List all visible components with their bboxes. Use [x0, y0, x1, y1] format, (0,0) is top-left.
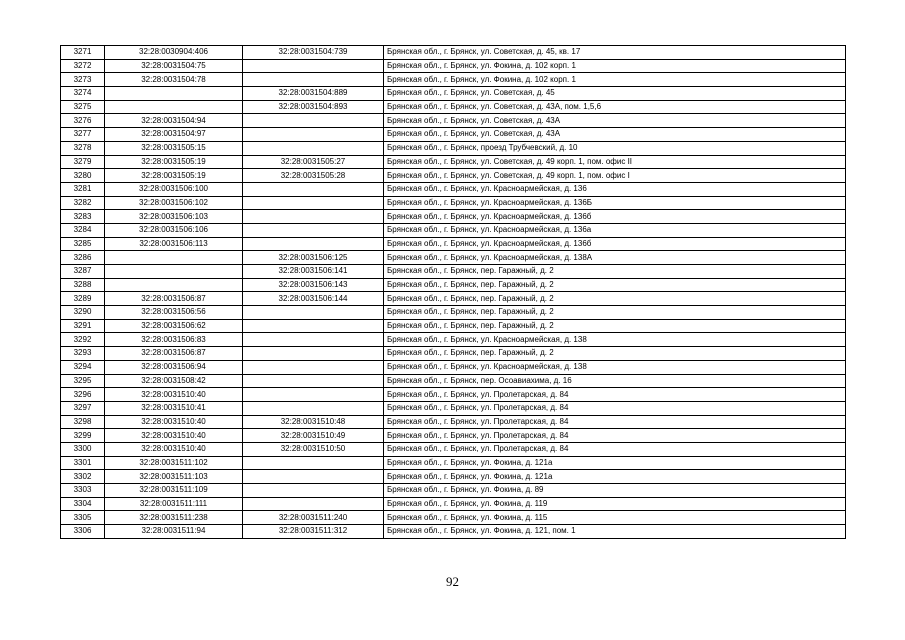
building-cadastral-number-cell: [243, 306, 384, 320]
row-number-cell: 3285: [61, 237, 105, 251]
table-row: [61, 415, 846, 429]
building-cadastral-number-cell: [243, 114, 384, 128]
building-cadastral-number-cell: [243, 470, 384, 484]
table-row: [61, 511, 846, 525]
building-cadastral-number-cell: [243, 347, 384, 361]
table-row: [61, 333, 846, 347]
table-row: [61, 360, 846, 374]
row-number-cell: 3273: [61, 73, 105, 87]
address-cell: Брянская обл., г. Брянск, пер. Гаражный, д. 2: [384, 278, 846, 292]
cadastral-number-cell: 32:28:0031504:75: [105, 59, 243, 73]
row-number-cell: 3278: [61, 141, 105, 155]
row-number-cell: 3302: [61, 470, 105, 484]
cadastral-number-cell: 32:28:0031506:87: [105, 347, 243, 361]
address-cell: Брянская обл., г. Брянск, ул. Фокина, д. 115: [384, 511, 846, 525]
row-number-cell: 3299: [61, 429, 105, 443]
table-row: [61, 497, 846, 511]
building-cadastral-number-cell: [243, 484, 384, 498]
cadastral-number-cell: 32:28:0031508:42: [105, 374, 243, 388]
building-cadastral-number-cell: 32:28:0031506:143: [243, 278, 384, 292]
table-row: [61, 347, 846, 361]
cadastral-number-cell: 32:28:0031511:103: [105, 470, 243, 484]
address-cell: Брянская обл., г. Брянск, ул. Пролетарская, д. 84: [384, 442, 846, 456]
table-row: [61, 128, 846, 142]
table-row: [61, 251, 846, 265]
cadastral-number-cell: 32:28:0031511:94: [105, 525, 243, 539]
row-number-cell: 3294: [61, 360, 105, 374]
row-number-cell: 3293: [61, 347, 105, 361]
building-cadastral-number-cell: 32:28:0031504:739: [243, 46, 384, 60]
table-row: [61, 388, 846, 402]
page-number: 92: [446, 574, 459, 589]
cadastral-number-cell: [105, 100, 243, 114]
row-number-cell: 3279: [61, 155, 105, 169]
row-number-cell: 3305: [61, 511, 105, 525]
table-row: [61, 456, 846, 470]
cadastral-number-cell: 32:28:0031504:97: [105, 128, 243, 142]
table-row: [61, 87, 846, 101]
address-cell: Брянская обл., г. Брянск, пер. Гаражный, д. 2: [384, 292, 846, 306]
table-row: [61, 306, 846, 320]
table-row: [61, 46, 846, 60]
row-number-cell: 3296: [61, 388, 105, 402]
row-number-cell: 3271: [61, 46, 105, 60]
row-number-cell: 3295: [61, 374, 105, 388]
building-cadastral-number-cell: [243, 237, 384, 251]
row-number-cell: 3272: [61, 59, 105, 73]
cadastral-number-cell: 32:28:0031510:40: [105, 388, 243, 402]
row-number-cell: 3292: [61, 333, 105, 347]
building-cadastral-number-cell: [243, 223, 384, 237]
address-cell: Брянская обл., г. Брянск, ул. Пролетарская, д. 84: [384, 429, 846, 443]
building-cadastral-number-cell: 32:28:0031506:141: [243, 265, 384, 279]
cadastral-number-cell: 32:28:0031505:19: [105, 169, 243, 183]
cadastral-number-cell: 32:28:0031505:15: [105, 141, 243, 155]
cadastral-number-cell: 32:28:0031504:78: [105, 73, 243, 87]
table-row: [61, 470, 846, 484]
building-cadastral-number-cell: [243, 59, 384, 73]
row-number-cell: 3290: [61, 306, 105, 320]
address-cell: Брянская обл., г. Брянск, ул. Пролетарская, д. 84: [384, 401, 846, 415]
table-row: [61, 237, 846, 251]
address-cell: Брянская обл., г. Брянск, ул. Фокина, д. 102 корп. 1: [384, 59, 846, 73]
address-cell: Брянская обл., г. Брянск, ул. Красноармейская, д. 136а: [384, 223, 846, 237]
address-cell: Брянская обл., г. Брянск, пер. Гаражный, д. 2: [384, 319, 846, 333]
address-cell: Брянская обл., г. Брянск, ул. Советская, д. 43А, пом. 1,5,6: [384, 100, 846, 114]
table-row: [61, 155, 846, 169]
table-row: [61, 265, 846, 279]
table-row: [61, 196, 846, 210]
address-cell: Брянская обл., г. Брянск, пер. Гаражный, д. 2: [384, 265, 846, 279]
address-cell: Брянская обл., г. Брянск, ул. Советская, д. 43А: [384, 128, 846, 142]
building-cadastral-number-cell: [243, 182, 384, 196]
address-cell: Брянская обл., г. Брянск, ул. Красноармейская, д. 136Б: [384, 196, 846, 210]
cadastral-number-cell: 32:28:0031506:94: [105, 360, 243, 374]
table-row: [61, 442, 846, 456]
cadastral-number-cell: [105, 87, 243, 101]
cadastral-number-cell: 32:28:0031511:102: [105, 456, 243, 470]
building-cadastral-number-cell: 32:28:0031505:27: [243, 155, 384, 169]
building-cadastral-number-cell: [243, 128, 384, 142]
table-row: [61, 525, 846, 539]
address-cell: Брянская обл., г. Брянск, ул. Фокина, д. 121а: [384, 456, 846, 470]
building-cadastral-number-cell: [243, 388, 384, 402]
address-cell: Брянская обл., г. Брянск, ул. Фокина, д. 119: [384, 497, 846, 511]
building-cadastral-number-cell: [243, 374, 384, 388]
building-cadastral-number-cell: [243, 196, 384, 210]
table-row: [61, 182, 846, 196]
address-cell: Брянская обл., г. Брянск, ул. Красноармейская, д. 136: [384, 182, 846, 196]
row-number-cell: 3289: [61, 292, 105, 306]
building-cadastral-number-cell: 32:28:0031506:125: [243, 251, 384, 265]
address-cell: Брянская обл., г. Брянск, ул. Пролетарская, д. 84: [384, 388, 846, 402]
cadastral-number-cell: 32:28:0031506:102: [105, 196, 243, 210]
row-number-cell: 3298: [61, 415, 105, 429]
row-number-cell: 3288: [61, 278, 105, 292]
row-number-cell: 3303: [61, 484, 105, 498]
building-cadastral-number-cell: [243, 333, 384, 347]
address-cell: Брянская обл., г. Брянск, ул. Советская, д. 45: [384, 87, 846, 101]
row-number-cell: 3301: [61, 456, 105, 470]
row-number-cell: 3280: [61, 169, 105, 183]
row-number-cell: 3300: [61, 442, 105, 456]
address-cell: Брянская обл., г. Брянск, ул. Фокина, д. 89: [384, 484, 846, 498]
cadastral-number-cell: 32:28:0031505:19: [105, 155, 243, 169]
building-cadastral-number-cell: [243, 360, 384, 374]
address-cell: Брянская обл., г. Брянск, ул. Фокина, д. 121а: [384, 470, 846, 484]
cadastral-number-cell: 32:28:0031506:83: [105, 333, 243, 347]
table-row: [61, 73, 846, 87]
address-cell: Брянская обл., г. Брянск, ул. Фокина, д. 121, пом. 1: [384, 525, 846, 539]
cadastral-number-cell: 32:28:0031511:111: [105, 497, 243, 511]
building-cadastral-number-cell: [243, 210, 384, 224]
row-number-cell: 3306: [61, 525, 105, 539]
address-cell: Брянская обл., г. Брянск, ул. Пролетарская, д. 84: [384, 415, 846, 429]
building-cadastral-number-cell: 32:28:0031505:28: [243, 169, 384, 183]
table-row: [61, 223, 846, 237]
row-number-cell: 3287: [61, 265, 105, 279]
address-cell: Брянская обл., г. Брянск, ул. Красноармейская, д. 138: [384, 360, 846, 374]
cadastral-number-cell: 32:28:0031506:87: [105, 292, 243, 306]
table-row: [61, 210, 846, 224]
cadastral-number-cell: 32:28:0031506:100: [105, 182, 243, 196]
building-cadastral-number-cell: 32:28:0031506:144: [243, 292, 384, 306]
row-number-cell: 3275: [61, 100, 105, 114]
row-number-cell: 3286: [61, 251, 105, 265]
address-cell: Брянская обл., г. Брянск, ул. Красноармейская, д. 138: [384, 333, 846, 347]
table-row: [61, 114, 846, 128]
building-cadastral-number-cell: 32:28:0031510:49: [243, 429, 384, 443]
cadastral-number-cell: 32:28:0031510:40: [105, 415, 243, 429]
address-cell: Брянская обл., г. Брянск, пер. Гаражный, д. 2: [384, 306, 846, 320]
address-cell: Брянская обл., г. Брянск, проезд Трубчевский, д. 10: [384, 141, 846, 155]
property-table: [60, 45, 846, 539]
row-number-cell: 3304: [61, 497, 105, 511]
table-row: [61, 169, 846, 183]
row-number-cell: 3291: [61, 319, 105, 333]
building-cadastral-number-cell: 32:28:0031504:893: [243, 100, 384, 114]
property-table-body: [61, 46, 846, 539]
table-row: [61, 319, 846, 333]
cadastral-number-cell: 32:28:0031510:40: [105, 442, 243, 456]
cadastral-number-cell: 32:28:0031506:106: [105, 223, 243, 237]
cadastral-number-cell: 32:28:0031506:113: [105, 237, 243, 251]
table-row: [61, 59, 846, 73]
building-cadastral-number-cell: 32:28:0031511:312: [243, 525, 384, 539]
row-number-cell: 3283: [61, 210, 105, 224]
address-cell: Брянская обл., г. Брянск, пер. Осоавиахима, д. 16: [384, 374, 846, 388]
address-cell: Брянская обл., г. Брянск, ул. Красноармейская, д. 136б: [384, 210, 846, 224]
building-cadastral-number-cell: [243, 141, 384, 155]
address-cell: Брянская обл., г. Брянск, ул. Красноармейская, д. 138А: [384, 251, 846, 265]
address-cell: Брянская обл., г. Брянск, ул. Советская, д. 49 корп. 1, пом. офис II: [384, 155, 846, 169]
table-row: [61, 429, 846, 443]
address-cell: Брянская обл., г. Брянск, ул. Фокина, д. 102 корп. 1: [384, 73, 846, 87]
cadastral-number-cell: 32:28:0031504:94: [105, 114, 243, 128]
cadastral-number-cell: 32:28:0031510:41: [105, 401, 243, 415]
building-cadastral-number-cell: 32:28:0031504:889: [243, 87, 384, 101]
building-cadastral-number-cell: 32:28:0031510:50: [243, 442, 384, 456]
row-number-cell: 3297: [61, 401, 105, 415]
table-row: [61, 484, 846, 498]
cadastral-number-cell: [105, 278, 243, 292]
building-cadastral-number-cell: [243, 73, 384, 87]
table-row: [61, 278, 846, 292]
row-number-cell: 3276: [61, 114, 105, 128]
table-row: [61, 292, 846, 306]
address-cell: Брянская обл., г. Брянск, пер. Гаражный, д. 2: [384, 347, 846, 361]
cadastral-number-cell: 32:28:0031506:56: [105, 306, 243, 320]
building-cadastral-number-cell: [243, 319, 384, 333]
table-row: [61, 100, 846, 114]
table-row: [61, 141, 846, 155]
cadastral-number-cell: [105, 265, 243, 279]
address-cell: Брянская обл., г. Брянск, ул. Советская, д. 49 корп. 1, пом. офис I: [384, 169, 846, 183]
cadastral-number-cell: 32:28:0031506:103: [105, 210, 243, 224]
row-number-cell: 3284: [61, 223, 105, 237]
table-row: [61, 401, 846, 415]
cadastral-number-cell: 32:28:0031511:109: [105, 484, 243, 498]
address-cell: Брянская обл., г. Брянск, ул. Советская, д. 43А: [384, 114, 846, 128]
building-cadastral-number-cell: [243, 497, 384, 511]
cadastral-number-cell: 32:28:0031510:40: [105, 429, 243, 443]
building-cadastral-number-cell: 32:28:0031511:240: [243, 511, 384, 525]
row-number-cell: 3281: [61, 182, 105, 196]
cadastral-number-cell: 32:28:0031506:62: [105, 319, 243, 333]
address-cell: Брянская обл., г. Брянск, ул. Красноармейская, д. 136б: [384, 237, 846, 251]
cadastral-number-cell: 32:28:0030904:406: [105, 46, 243, 60]
table-row: [61, 374, 846, 388]
row-number-cell: 3282: [61, 196, 105, 210]
building-cadastral-number-cell: 32:28:0031510:48: [243, 415, 384, 429]
address-cell: Брянская обл., г. Брянск, ул. Советская, д. 45, кв. 17: [384, 46, 846, 60]
cadastral-number-cell: [105, 251, 243, 265]
row-number-cell: 3277: [61, 128, 105, 142]
building-cadastral-number-cell: [243, 401, 384, 415]
row-number-cell: 3274: [61, 87, 105, 101]
building-cadastral-number-cell: [243, 456, 384, 470]
cadastral-number-cell: 32:28:0031511:238: [105, 511, 243, 525]
